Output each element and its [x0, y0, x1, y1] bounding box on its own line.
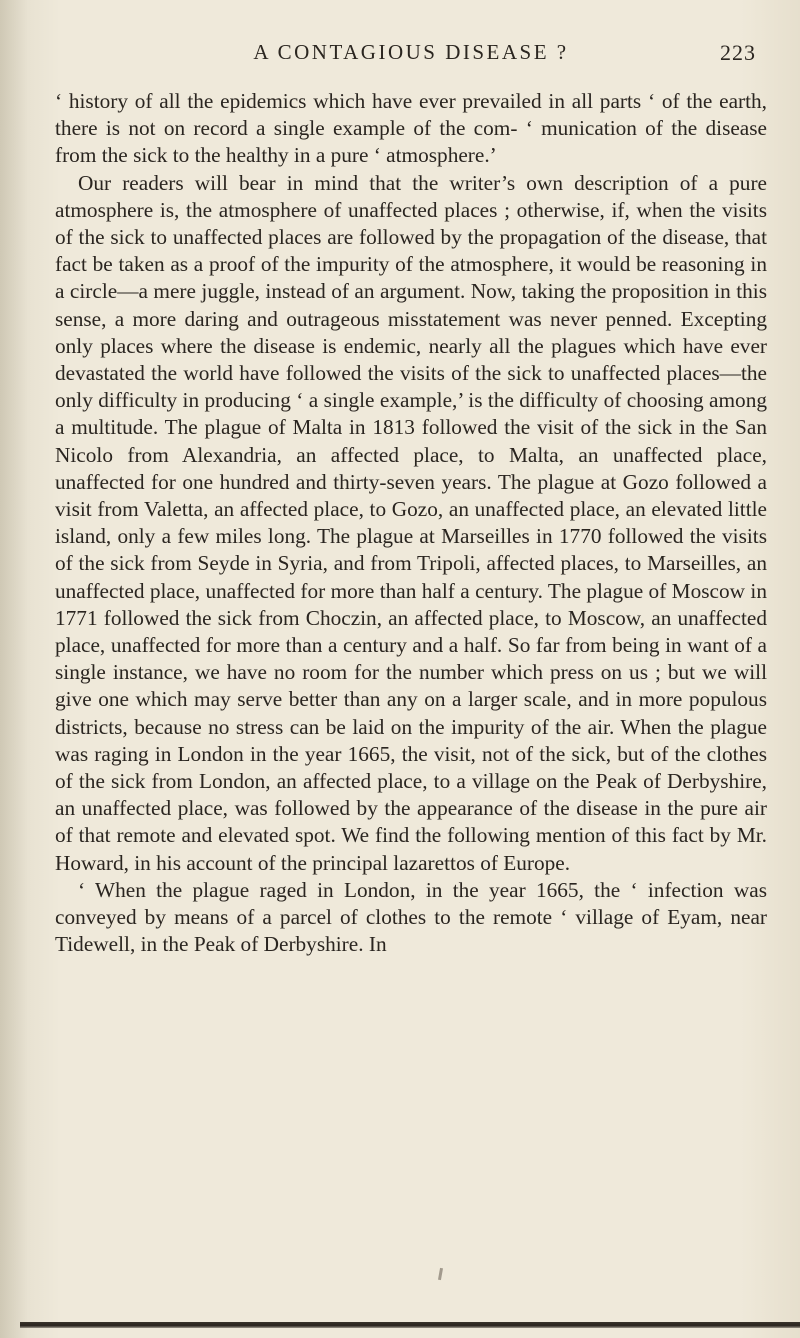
gutter-shadow	[0, 0, 28, 1338]
stray-mark	[438, 1268, 443, 1280]
paragraph-quote-continuation: ‘ history of all the epidemics which have ever prevailed in all parts ‘ of the earth, there is not on record a single example of the com- ‘ munication of the disease from the sick to the healthy in a pure ‘ atmosphere.’	[55, 89, 767, 168]
paragraph-howard-quote: ‘ When the plague raged in London, in the year 1665, the ‘ infection was conveyed by means of a parcel of clothes to the remote ‘ village of Eyam, near Tidewell, in the Peak of Derbyshire. In	[55, 877, 767, 957]
page-bottom-edge	[20, 1322, 800, 1328]
page-number: 223	[720, 40, 756, 65]
running-head	[66, 40, 756, 70]
paragraph-main: Our readers will bear in mind that the writer’s own description of a pure atmosphere is, the atmosphere of unaffected places ; otherwise, if, when the visits of the sick to unaffected places are followed by the propagation of the disease, that fact be taken as a proof of the impurity of the atmosphere, it would be reasoning in a circle—a mere juggle, instead of an argument. Now, taking the proposition in this sense, a more daring and outrageous misstatement was never penned. Excepting only places where the disease is endemic, nearly all the plagues which have ever devastated the world have followed the visits of the sick to unaffected places—the only difficulty in producing ‘ a single example,’ is the difficulty of choosing among a multitude. The plague of Malta in 1813 followed the visit of the sick in the San Nicolo from Alexandria, an affected place, to Malta, an unaffected place, unaffected for one hundred and thirty-seven years. The plague at Gozo followed a visit from Valetta, an affected place, to Gozo, an unaffected place, an elevated little island, only a few miles long. The plague at Marseilles in 1770 followed the visits of the sick from Seyde in Syria, and from Tripoli, affected places, to Marseilles, an unaffected place, unaffected for more than half a century. The plague of Moscow in 1771 followed the sick from Choczin, an affected place, to Moscow, an unaffected place, unaffected for more than a century and a half. So far from being in want of a single instance, we have no room for the number which press on us ; but we will give one which may serve better than any on a larger scale, and in more populous districts, because no stress can be laid on the impurity of the air. When the plague was raging in London in the year 1665, the visit, not of the sick, but of the clothes of the sick from London, an affected place, to a village on the Peak of Derbyshire, an unaffected place, was followed by the appearance of the disease in the pure air of that remote and elevated spot. We find the following mention of this fact by Mr. Howard, in his account of the principal lazarettos of Europe.	[55, 170, 767, 875]
running-title: A CONTAGIOUS DISEASE ?	[253, 40, 569, 64]
body-text	[55, 88, 767, 959]
